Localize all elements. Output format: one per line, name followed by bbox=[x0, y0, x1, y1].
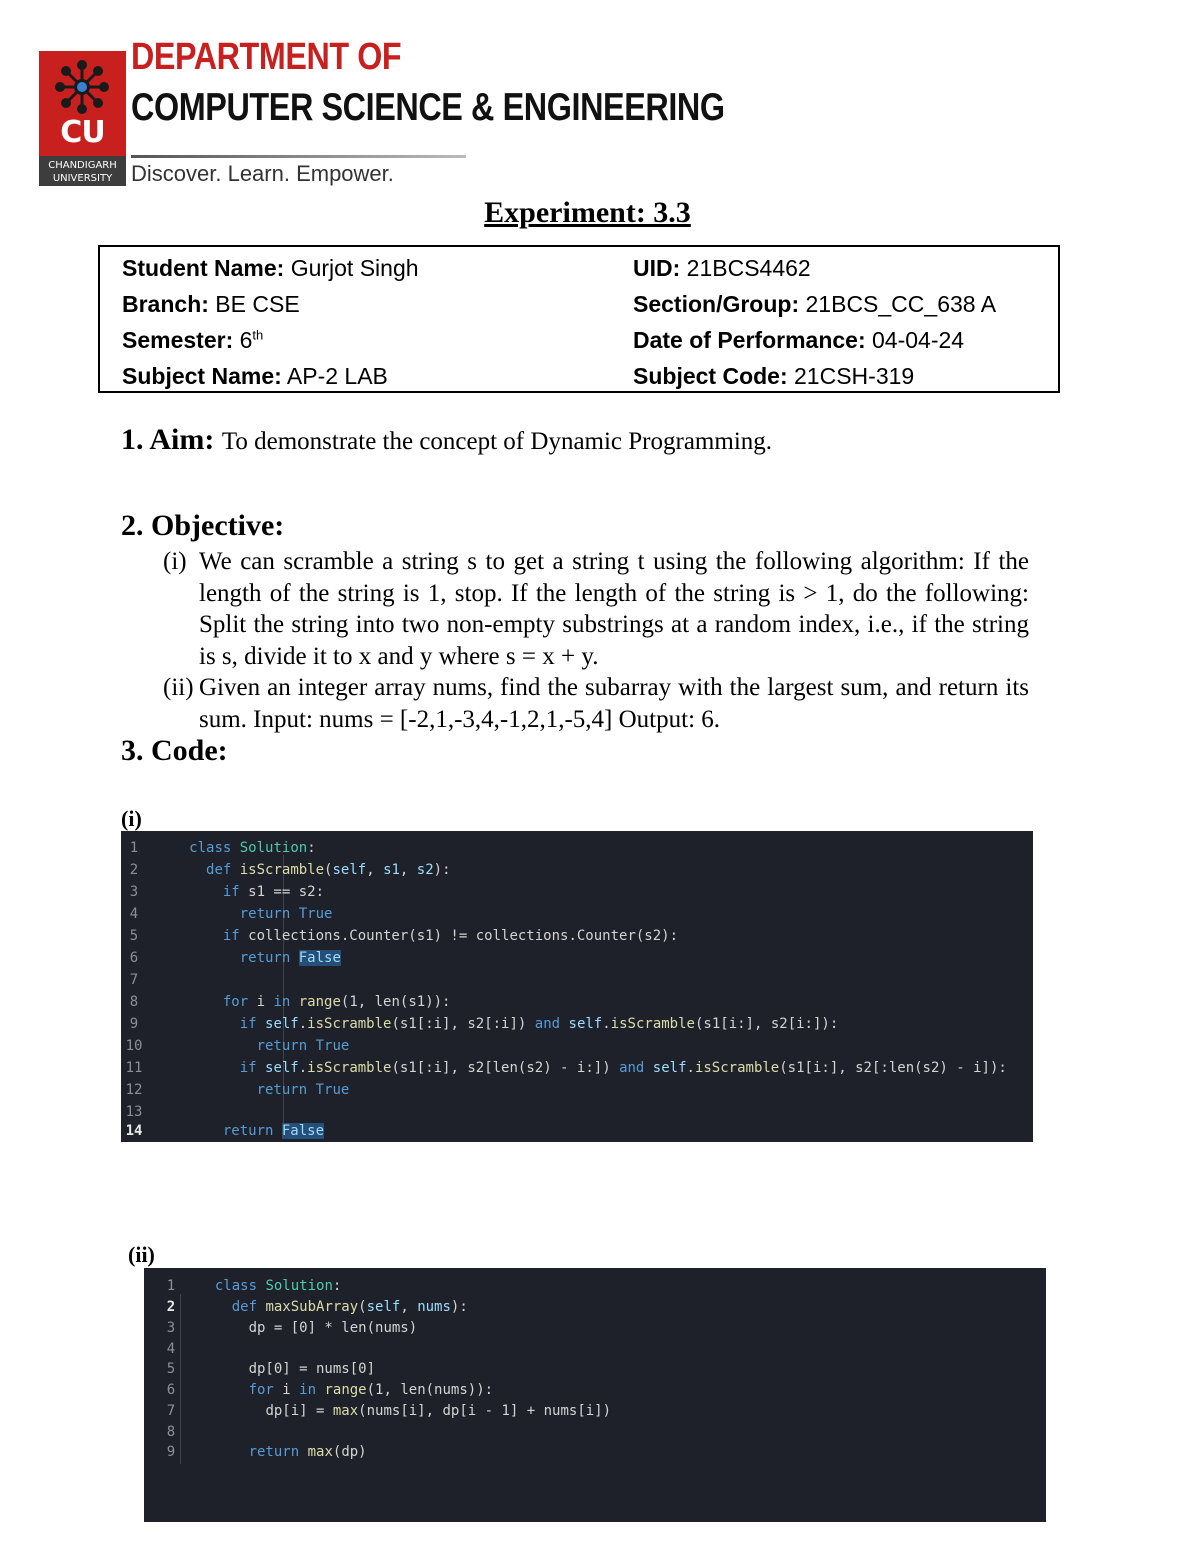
header-divider bbox=[131, 155, 466, 158]
code-line: 4 return True bbox=[129, 906, 333, 922]
semester-field: Semester: 6th bbox=[122, 327, 264, 353]
department-title-line2: COMPUTER SCIENCE & ENGINEERING bbox=[131, 86, 725, 129]
aim-heading: 1. Aim: bbox=[121, 423, 215, 456]
code-line: 3 if s1 == s2: bbox=[129, 884, 325, 900]
objective-item: (ii) Given an integer array nums, find the subarray with the largest sum, and return its sum. Input: nums = [-2,1,-3,4,-1,2,1,-5,4] Output: 6. bbox=[163, 674, 1029, 733]
department-title-line1: DEPARTMENT OF bbox=[131, 36, 402, 78]
aim-text: To demonstrate the concept of Dynamic Programming. bbox=[221, 428, 773, 455]
code-line: 2 def maxSubArray(self, nums): bbox=[166, 1299, 468, 1315]
university-logo bbox=[39, 51, 126, 186]
code-panel-i bbox=[121, 831, 1033, 1142]
subject-name-field: Subject Name: AP-2 LAB bbox=[122, 363, 388, 389]
code-line: 7 dp[i] = max(nums[i], dp[i - 1] + nums[i]) bbox=[166, 1403, 612, 1419]
info-row bbox=[100, 291, 1058, 323]
section-field: Section/Group: 21BCS_CC_638 A bbox=[633, 291, 997, 317]
code-line: 8 for i in range(1, len(s1)): bbox=[129, 994, 451, 1010]
code-line: 14 return False bbox=[125, 1123, 325, 1139]
info-row bbox=[100, 363, 1058, 395]
student-info-box bbox=[98, 245, 1060, 393]
code-line: 7 bbox=[129, 972, 139, 988]
code-line: 13 bbox=[125, 1104, 143, 1120]
code-line: 6 return False bbox=[129, 950, 341, 966]
objective-heading: 2. Objective: bbox=[121, 509, 285, 542]
code-line: 9 return max(dp) bbox=[166, 1444, 367, 1460]
aim-section bbox=[121, 423, 772, 457]
code-line: 10 return True bbox=[125, 1038, 350, 1054]
code-line: 3 dp = [0] * len(nums) bbox=[166, 1320, 418, 1336]
experiment-title: Experiment: 3.3 bbox=[484, 196, 691, 229]
code-line: 5 if collections.Counter(s1) != collections.Counter(s2): bbox=[129, 928, 679, 944]
code-line: 2 def isScramble(self, s1, s2): bbox=[129, 862, 451, 878]
tagline: Discover. Learn. Empower. bbox=[131, 161, 394, 186]
code-heading: 3. Code: bbox=[121, 734, 228, 767]
code-panel-ii bbox=[144, 1268, 1046, 1522]
code-line: 11 if self.isScramble(s1[:i], s2[len(s2) - i:]) and self.isScramble(s1[i:], s2[:len(s2) - i]): bbox=[125, 1060, 1007, 1076]
code-line: 6 for i in range(1, len(nums)): bbox=[166, 1382, 494, 1398]
subject-code-field: Subject Code: 21CSH-319 bbox=[633, 363, 915, 389]
code-label-i: (i) bbox=[121, 806, 142, 831]
code-line: 1 class Solution: bbox=[129, 840, 316, 856]
code-line: 1 class Solution: bbox=[166, 1278, 342, 1294]
code-line: 9 if self.isScramble(s1[:i], s2[:i]) and self.isScramble(s1[i:], s2[i:]): bbox=[129, 1016, 839, 1032]
student-name-field: Student Name: Gurjot Singh bbox=[122, 255, 419, 281]
logo-initials: CU bbox=[60, 115, 105, 150]
code-label-ii: (ii) bbox=[128, 1242, 155, 1267]
code-line: 5 dp[0] = nums[0] bbox=[166, 1361, 376, 1377]
date-field: Date of Performance: 04-04-24 bbox=[633, 327, 965, 353]
code-line: 4 bbox=[166, 1341, 176, 1357]
branch-field: Branch: BE CSE bbox=[122, 291, 300, 317]
uid-field: UID: 21BCS4462 bbox=[633, 255, 811, 281]
code-line: 12 return True bbox=[125, 1082, 350, 1098]
info-row bbox=[100, 327, 1058, 359]
objective-item: (i) We can scramble a string s to get a string t using the following algorithm: If the length of the string is 1, stop. If the length of the string is > 1, do the following: Split the string into two non-empty substrings at a random index, i.e., if the string is s, divide it to x and y where s = x + y. bbox=[163, 548, 1029, 670]
info-row bbox=[100, 255, 1058, 287]
code-line: 8 bbox=[166, 1424, 176, 1440]
emblem-icon bbox=[48, 57, 116, 117]
logo-university-name: CHANDIGARH UNIVERSITY bbox=[39, 156, 126, 186]
